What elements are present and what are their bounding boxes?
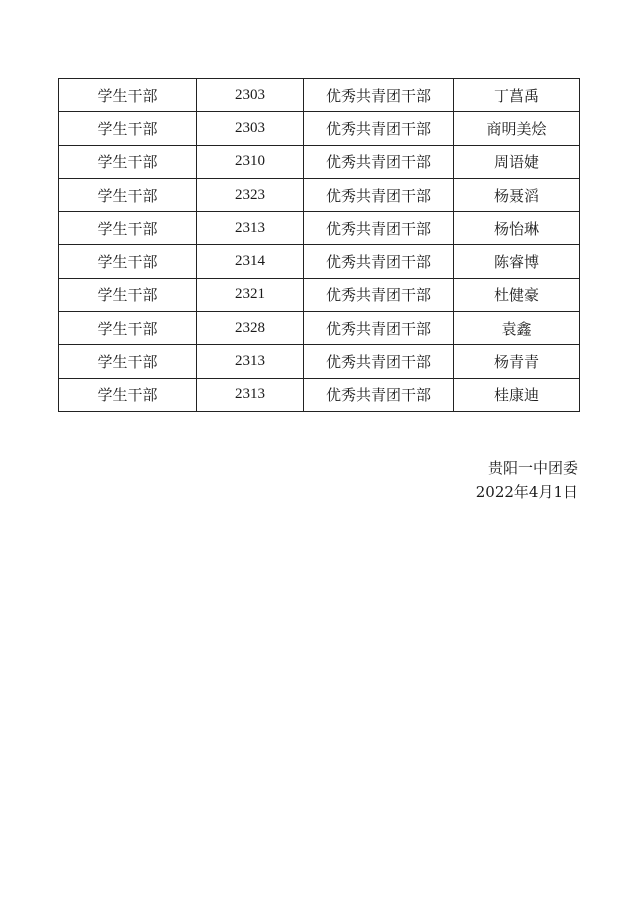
issue-date: 2022年4月1日 bbox=[475, 483, 578, 501]
cell-department: 学生干部 bbox=[59, 178, 197, 211]
cell-class: 2303 bbox=[197, 112, 304, 145]
cell-class: 2313 bbox=[197, 345, 304, 378]
cell-name: 杨聂滔 bbox=[454, 178, 580, 211]
cell-department: 学生干部 bbox=[59, 212, 197, 245]
table-row bbox=[59, 212, 580, 245]
cell-name: 杜健豪 bbox=[454, 278, 580, 311]
cell-award: 优秀共青团干部 bbox=[304, 212, 454, 245]
award-roster-table bbox=[58, 78, 580, 412]
cell-award: 优秀共青团干部 bbox=[304, 345, 454, 378]
cell-name: 周语婕 bbox=[454, 145, 580, 178]
cell-department: 学生干部 bbox=[59, 245, 197, 278]
cell-department: 学生干部 bbox=[59, 312, 197, 345]
cell-name: 桂康迪 bbox=[454, 378, 580, 411]
table-row bbox=[59, 312, 580, 345]
table-row bbox=[59, 112, 580, 145]
cell-award: 优秀共青团干部 bbox=[304, 278, 454, 311]
cell-class: 2313 bbox=[197, 378, 304, 411]
signature-block bbox=[476, 456, 578, 504]
cell-award: 优秀共青团干部 bbox=[304, 79, 454, 112]
cell-name: 袁鑫 bbox=[454, 312, 580, 345]
table-row bbox=[59, 278, 580, 311]
issuing-organization: 贵阳一中团委 bbox=[487, 459, 578, 477]
cell-award: 优秀共青团干部 bbox=[304, 378, 454, 411]
cell-class: 2310 bbox=[197, 145, 304, 178]
cell-class: 2303 bbox=[197, 79, 304, 112]
table-row bbox=[59, 345, 580, 378]
cell-class: 2313 bbox=[197, 212, 304, 245]
cell-award: 优秀共青团干部 bbox=[304, 145, 454, 178]
table-row bbox=[59, 178, 580, 211]
cell-award: 优秀共青团干部 bbox=[304, 312, 454, 345]
table-row bbox=[59, 245, 580, 278]
cell-class: 2323 bbox=[197, 178, 304, 211]
table-row bbox=[59, 79, 580, 112]
table-row bbox=[59, 378, 580, 411]
cell-name: 杨青青 bbox=[454, 345, 580, 378]
cell-department: 学生干部 bbox=[59, 112, 197, 145]
cell-name: 商明美烩 bbox=[454, 112, 580, 145]
cell-name: 杨怡琳 bbox=[454, 212, 580, 245]
cell-department: 学生干部 bbox=[59, 345, 197, 378]
cell-award: 优秀共青团干部 bbox=[304, 245, 454, 278]
cell-class: 2328 bbox=[197, 312, 304, 345]
cell-department: 学生干部 bbox=[59, 378, 197, 411]
cell-department: 学生干部 bbox=[59, 145, 197, 178]
cell-class: 2321 bbox=[197, 278, 304, 311]
cell-award: 优秀共青团干部 bbox=[304, 112, 454, 145]
cell-name: 丁菖禹 bbox=[454, 79, 580, 112]
cell-class: 2314 bbox=[197, 245, 304, 278]
cell-department: 学生干部 bbox=[59, 79, 197, 112]
table-row bbox=[59, 145, 580, 178]
cell-name: 陈睿博 bbox=[454, 245, 580, 278]
roster-body bbox=[59, 79, 580, 412]
cell-department: 学生干部 bbox=[59, 278, 197, 311]
cell-award: 优秀共青团干部 bbox=[304, 178, 454, 211]
